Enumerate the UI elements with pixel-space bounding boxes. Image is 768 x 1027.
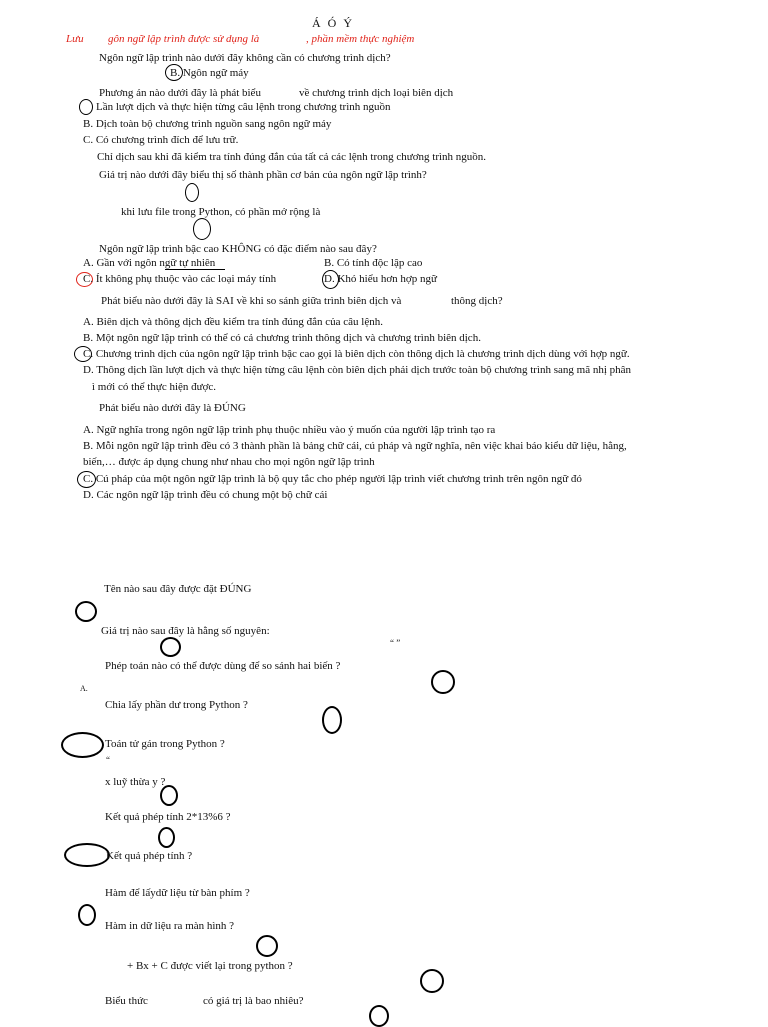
answer-circle-mark (160, 637, 181, 657)
q7-option-a: A. Ngữ nghĩa trong ngôn ngữ lập trình phụ thuộc nhiều vào ý muốn của người lập trình tạo ra (83, 424, 496, 436)
q7-option-b-line2: biến,… được áp dụng chung như nhau cho mọi ngôn ngữ lập trình (83, 456, 375, 468)
q2-stem-b: về chương trình dịch loại biên dịch (299, 87, 454, 99)
answer-circle-mark (78, 904, 96, 926)
p2-q2-quote: “ ” (390, 638, 401, 648)
answer-circle-mark (158, 827, 175, 848)
q2-option-b: B. Dịch toàn bộ chương trình nguồn sang ngôn ngữ máy (83, 118, 332, 130)
q6-option-d-line2: ì mới có thể thực hiện được. (92, 381, 217, 393)
p2-q10: Hàm in dữ liệu ra màn hình ? (105, 920, 235, 932)
q7-option-b-line1: B. Mỗi ngôn ngữ lập trình đều có 3 thành phần là bảng chữ cái, cú pháp và ngữ nghĩa, nên việc khai báo kiểu dữ liệu, hằng, (83, 440, 627, 452)
p2-q7: Kết quả phép tính 2*13%6 ? (105, 811, 231, 823)
p2-q9: Hàm để lấydữ liệu từ bàn phím ? (105, 887, 250, 899)
answer-circle-mark (165, 64, 183, 81)
q5-option-c: C. Ít không phụ thuộc vào các loại máy tính (83, 273, 277, 285)
note-suffix: , phần mềm thực nghiệm (306, 33, 415, 45)
q2-option-d: Chỉ dịch sau khi đã kiểm tra tính đúng đắn của tất cả các lệnh trong chương trình nguồn. (97, 151, 487, 163)
q5-option-d: D. Khó hiểu hơn hợp ngữ (324, 273, 437, 285)
answer-circle-mark (431, 670, 455, 694)
p2-q5-quote: “ (106, 755, 110, 765)
note-text: gôn ngữ lập trình được sử dụng là (108, 33, 260, 45)
q1-stem: Ngôn ngữ lập trình nào dưới đây không cần có chương trình dịch? (99, 52, 391, 64)
answer-circle-mark (420, 969, 444, 993)
answer-circle-mark (322, 706, 342, 734)
q7-option-c: C. Cú pháp của một ngôn ngữ lập trình là bộ quy tắc cho phép người lập trình viết chương trình trên ngôn ngữ đó (83, 473, 582, 485)
page-header: Á Ó Ý (312, 16, 354, 30)
q1-option-b: B. Ngôn ngữ máy (170, 67, 249, 79)
answer-circle-mark (79, 99, 93, 115)
q6-stem-b: thông dịch? (451, 295, 503, 307)
q3-stem: Giá trị nào dưới đây biểu thị số thành phần cơ bản của ngôn ngữ lập trình? (99, 169, 427, 181)
q4-stem: khi lưu file trong Python, có phần mở rộng là (121, 206, 321, 218)
p2-q5: Toán tử gán trong Python ? (105, 738, 225, 750)
q6-stem-a: Phát biểu nào dưới đây là SAI về khi so sánh giữa trình biên dịch và (101, 295, 402, 307)
answer-circle-mark (185, 183, 199, 202)
q6-option-a: A. Biên dịch và thông dịch đều kiểm tra tính đúng đắn của câu lệnh. (83, 316, 383, 328)
p2-q3: Phép toán nào có thể được dùng để so sánh hai biến ? (105, 660, 341, 672)
q6-option-b: B. Một ngôn ngữ lập trình có thể có cả chương trình thông dịch và chương trình biên dịch. (83, 332, 481, 344)
p2-q4: Chia lấy phần dư trong Python ? (105, 699, 248, 711)
p2-q6: x luỹ thừa y ? (105, 776, 166, 788)
q7-option-d: D. Các ngôn ngữ lập trình đều có chung một bộ chữ cái (83, 489, 328, 501)
note-prefix: Lưu (66, 33, 84, 45)
answer-circle-mark (160, 785, 178, 806)
q2-stem-a: Phương án nào dưới đây là phát biểu (99, 87, 261, 99)
p2-q12-b: có giá trị là bao nhiêu? (203, 995, 304, 1007)
q2-option-a: Lần lượt dịch và thực hiện từng câu lệnh trong chương trình nguồn (96, 101, 391, 113)
p2-q3-mark: A. (80, 684, 88, 693)
q6-option-c: C. Chương trình dịch của ngôn ngữ lập trình bậc cao gọi là biên dịch còn thông dịch là chương trình dịch dùng với hợp ngữ. (83, 348, 630, 360)
q5-option-a: A. Gần với ngôn ngữ tự nhiên (83, 257, 216, 269)
q5-option-b: B. Có tính độc lập cao (324, 257, 423, 269)
p2-q2: Giá trị nào sau đây là hằng số nguyên: (101, 625, 270, 637)
answer-circle-mark (75, 601, 97, 622)
q2-option-c: C. Có chương trình đích để lưu trữ. (83, 134, 239, 146)
p2-q8: Kết quả phép tính ? (106, 850, 193, 862)
q5-stem: Ngôn ngữ lập trình bậc cao KHÔNG có đặc điểm nào sau đây? (99, 243, 377, 255)
answer-circle-mark (61, 732, 104, 758)
p2-q12-a: Biểu thức (105, 995, 148, 1007)
answer-circle-mark (64, 843, 110, 867)
q6-option-d-line1: D. Thông dịch lần lượt dịch và thực hiện từng câu lệnh còn biên dịch phải dịch trước toàn bộ chương trình sang mã nhị phân (83, 364, 632, 376)
p2-q11: + Bx + C được viết lại trong python ? (127, 960, 293, 972)
answer-circle-mark (256, 935, 278, 957)
q7-stem: Phát biểu nào dưới đây là ĐÚNG (99, 402, 246, 414)
underline-mark (165, 269, 225, 270)
p2-q1: Tên nào sau đây được đặt ĐÚNG (104, 583, 252, 595)
answer-circle-mark (193, 218, 211, 240)
